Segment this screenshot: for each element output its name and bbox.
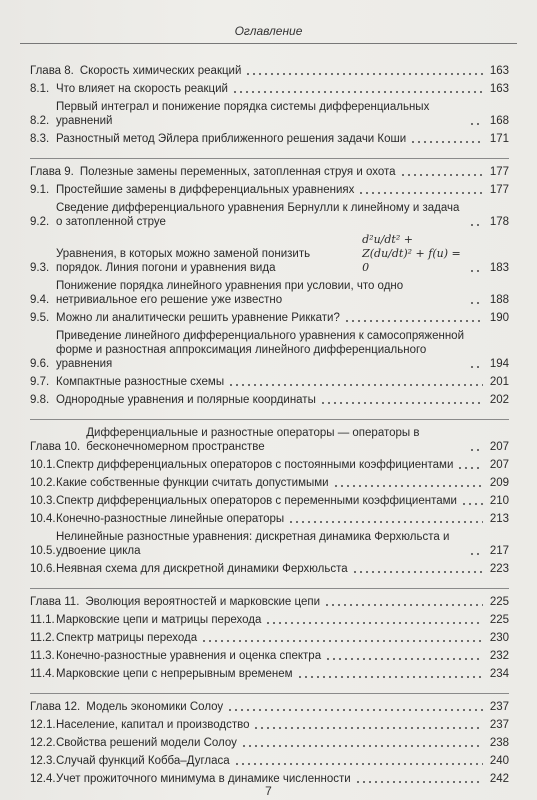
- section-title: [56, 512, 487, 526]
- section-number: 9.6.: [30, 358, 50, 370]
- title-text: Спектр матрицы перехода: [56, 632, 198, 644]
- title-text: Однородные уравнения и полярные координаты: [56, 394, 316, 406]
- title-text: Конечно-разностные линейные операторы: [56, 513, 285, 525]
- section-row[interactable]: [30, 201, 509, 229]
- title-text: Скорость химических реакций: [79, 65, 242, 77]
- title-text: Уравнения, в которых можно заменой понизить порядок. Линия погони и уравнения вида: [56, 248, 311, 274]
- section-number: 10.4.: [30, 513, 56, 525]
- title-text: Учет прожиточного минимума в динамике численности: [56, 773, 351, 785]
- dot-leader: [333, 478, 483, 488]
- page-reference: 168: [489, 115, 509, 127]
- section-title: [56, 458, 487, 472]
- section-title: [56, 201, 487, 229]
- section-title: [56, 375, 487, 389]
- chapter-block: [30, 64, 509, 146]
- dot-leader: [228, 377, 483, 387]
- section-row[interactable]: [30, 393, 509, 407]
- title-text: Спектр дифференциальных операторов с переменными коэффициентами: [56, 495, 457, 507]
- section-row[interactable]: [30, 476, 509, 490]
- title-text: Эволюция вероятностей и марковские цепи: [85, 596, 321, 608]
- section-row[interactable]: [30, 562, 509, 576]
- section-number: 9.3.: [30, 262, 50, 274]
- chapter-row[interactable]: [30, 595, 509, 609]
- section-number: 12.2.: [30, 737, 56, 749]
- title-text: Неявная схема для дискретной динамики Ферхюльста: [56, 563, 348, 575]
- section-title: [56, 562, 487, 576]
- title-text: Приведение линейного дифференциального уравнения к самосопряженной форме и разностная аппроксимация линейного дифференциального уравнения: [56, 330, 464, 370]
- section-number: 10.1.: [30, 459, 56, 471]
- page-reference: 202: [489, 394, 509, 406]
- dot-leader: [469, 116, 483, 126]
- section-number: 11.3.: [30, 650, 55, 662]
- title-text: Сведение дифференциального уравнения Бернулли к линейному и задача о затопленной струе: [56, 202, 460, 228]
- title-text: Первый интеграл и понижение порядка системы дифференциальных уравнений: [56, 101, 430, 127]
- dot-leader: [324, 597, 483, 607]
- section-row[interactable]: [30, 494, 509, 508]
- dot-leader: [461, 496, 483, 506]
- section-title: [56, 132, 487, 146]
- chapter-block: [30, 588, 509, 681]
- title-text: Марковские цепи и матрицы перехода: [56, 614, 262, 626]
- page-reference: 213: [489, 513, 509, 525]
- section-row[interactable]: [30, 233, 509, 275]
- page-reference: 201: [489, 376, 509, 388]
- page-reference: 178: [489, 216, 509, 228]
- chapter-row[interactable]: [30, 64, 509, 78]
- section-number: 9.7.: [30, 376, 50, 388]
- section-number: 12.3.: [30, 755, 56, 767]
- title-text: Модель экономики Солоу: [86, 701, 224, 713]
- chapter-row[interactable]: [30, 165, 509, 179]
- section-title: [56, 329, 487, 371]
- page-reference: 217: [489, 545, 509, 557]
- section-title: [56, 82, 487, 96]
- title-text: Случай функций Кобба–Дугласа: [56, 755, 230, 767]
- table-of-contents: [30, 64, 509, 798]
- section-row[interactable]: [30, 132, 509, 146]
- dot-leader: [227, 702, 483, 712]
- section-number: 9.4.: [30, 294, 50, 306]
- title-text: Свойства решений модели Солоу: [56, 737, 237, 749]
- title-text: Марковские цепи с непрерывным временем: [56, 668, 293, 680]
- chapter-block: [30, 419, 509, 576]
- section-title: [56, 631, 487, 645]
- page-reference: 183: [489, 262, 509, 274]
- page-reference: 240: [489, 755, 509, 767]
- chapter-title: [85, 595, 487, 609]
- chapter-block: [30, 693, 509, 786]
- dot-leader: [457, 460, 483, 470]
- title-text: Можно ли аналитически решить уравнение Риккати?: [56, 312, 340, 324]
- title-text: Полезные замены переменных, затопленная струя и охота: [79, 166, 396, 178]
- dot-leader: [297, 669, 483, 679]
- dot-leader: [344, 313, 483, 323]
- title-text: Население, капитал и производство: [56, 719, 250, 731]
- page-reference: 230: [489, 632, 509, 644]
- section-title: [56, 494, 487, 508]
- page-reference: 207: [489, 459, 509, 471]
- section-title: [56, 183, 487, 197]
- section-number: 11.1.: [30, 614, 55, 626]
- section-row[interactable]: [30, 649, 509, 663]
- dot-leader: [469, 546, 483, 556]
- dot-leader: [325, 651, 483, 661]
- page-reference: 209: [489, 477, 509, 489]
- page-reference: 210: [489, 495, 509, 507]
- page-reference: 177: [489, 184, 509, 196]
- page-reference: 225: [489, 614, 509, 626]
- dot-leader: [320, 395, 483, 405]
- section-row[interactable]: [30, 613, 509, 627]
- dot-leader: [265, 615, 483, 625]
- section-row[interactable]: [30, 458, 509, 472]
- page-reference: 237: [489, 719, 509, 731]
- title-text: Разностный метод Эйлера приближенного решения задачи Коши: [56, 133, 407, 145]
- page-reference: 232: [489, 650, 509, 662]
- section-number: 10.3.: [30, 495, 56, 507]
- dot-leader: [245, 66, 483, 76]
- section-row[interactable]: [30, 279, 509, 307]
- section-row[interactable]: [30, 329, 509, 371]
- page-reference: 194: [489, 358, 509, 370]
- chapter-number: Глава 10.: [30, 441, 81, 453]
- page-reference: 242: [489, 773, 509, 785]
- page-reference: 234: [489, 668, 509, 680]
- section-title: [56, 736, 487, 750]
- section-title: [56, 233, 487, 275]
- page-reference: 207: [489, 441, 509, 453]
- dot-leader: [234, 756, 483, 766]
- section-title: [56, 100, 487, 128]
- page-reference: 237: [489, 701, 509, 713]
- chapter-row[interactable]: [30, 426, 509, 454]
- section-number: 10.6.: [30, 563, 56, 575]
- chapter-title: [80, 64, 487, 78]
- dot-leader: [469, 359, 483, 369]
- page-number: 7: [265, 784, 272, 798]
- title-text: Дифференциальные и разностные операторы — операторы в бесконечномерном пространстве: [86, 427, 420, 453]
- section-number: 11.4.: [30, 668, 55, 680]
- section-number: 9.1.: [30, 184, 50, 196]
- page-reference: 177: [489, 166, 509, 178]
- title-text: Компактные разностные схемы: [56, 376, 225, 388]
- dot-leader: [201, 633, 483, 643]
- section-title: [56, 649, 487, 663]
- section-number: 9.8.: [30, 394, 50, 406]
- section-title: [56, 754, 487, 768]
- section-number: 10.5.: [30, 545, 56, 557]
- chapter-title: [86, 700, 487, 714]
- section-row[interactable]: [30, 631, 509, 645]
- section-title: [56, 311, 487, 325]
- dot-leader: [288, 514, 483, 524]
- dot-leader: [241, 738, 483, 748]
- section-row[interactable]: [30, 718, 509, 732]
- chapter-number: Глава 12.: [30, 701, 81, 713]
- section-row[interactable]: [30, 82, 509, 96]
- dot-leader: [410, 134, 483, 144]
- chapter-row[interactable]: [30, 700, 509, 714]
- title-text: Нелинейные разностные уравнения: дискретная динамика Ферхюльста и удвоение цикла: [56, 531, 450, 557]
- section-row[interactable]: [30, 311, 509, 325]
- chapter-title: [80, 165, 487, 179]
- section-title: [56, 718, 487, 732]
- dot-leader: [469, 295, 483, 305]
- section-row[interactable]: [30, 754, 509, 768]
- section-title: [56, 613, 487, 627]
- title-text: Конечно-разностные уравнения и оценка спектра: [56, 650, 322, 662]
- dot-leader: [469, 263, 483, 273]
- dot-leader: [469, 217, 483, 227]
- section-title: [56, 279, 487, 307]
- section-number: 10.2.: [30, 477, 56, 489]
- section-number: 8.3.: [30, 133, 50, 145]
- dot-leader: [352, 564, 483, 574]
- title-text: Спектр дифференциальных операторов с постоянными коэффициентами: [56, 459, 454, 471]
- section-number: 8.1.: [30, 83, 50, 95]
- title-text: Понижение порядка линейного уравнения при условии, что одно нетривиальное его решение уже известно: [56, 280, 404, 306]
- chapter-block: [30, 158, 509, 407]
- dot-leader: [253, 720, 483, 730]
- page-reference: 238: [489, 737, 509, 749]
- section-row[interactable]: [30, 512, 509, 526]
- chapter-number: Глава 11.: [30, 596, 80, 608]
- section-row[interactable]: [30, 183, 509, 197]
- section-title: [56, 530, 487, 558]
- header-divider: [20, 43, 517, 44]
- formula: d²u/dt² + Z(du/dt)² + f(u) = 0: [362, 233, 461, 274]
- page-reference: 171: [489, 133, 509, 145]
- section-title: [56, 393, 487, 407]
- section-row[interactable]: [30, 667, 509, 681]
- section-number: 12.4.: [30, 773, 56, 785]
- section-title: [56, 667, 487, 681]
- section-row[interactable]: [30, 736, 509, 750]
- section-row[interactable]: [30, 100, 509, 128]
- page-reference: 163: [489, 65, 509, 77]
- chapter-title: [86, 426, 487, 454]
- dot-leader: [358, 185, 483, 195]
- title-text: Простейшие замены в дифференциальных уравнениях: [56, 184, 355, 196]
- section-row[interactable]: [30, 375, 509, 389]
- page-reference: 223: [489, 563, 509, 575]
- page-reference: 190: [489, 312, 509, 324]
- page-header-title: Оглавление: [234, 24, 303, 38]
- chapter-number: Глава 8.: [30, 65, 74, 77]
- page-reference: 225: [489, 596, 509, 608]
- section-number: 9.5.: [30, 312, 50, 324]
- page-reference: 163: [489, 83, 509, 95]
- dot-leader: [355, 774, 483, 784]
- section-number: 9.2.: [30, 216, 50, 228]
- page-reference: 188: [489, 294, 509, 306]
- section-title: [56, 476, 487, 490]
- section-number: 12.1.: [30, 719, 56, 731]
- section-number: 11.2.: [30, 632, 55, 644]
- title-text: Какие собственные функции считать допустимыми: [56, 477, 329, 489]
- section-number: 8.2.: [30, 115, 50, 127]
- title-text: Что влияет на скорость реакций: [56, 83, 228, 95]
- dot-leader: [232, 84, 483, 94]
- dot-leader: [400, 167, 483, 177]
- chapter-number: Глава 9.: [30, 166, 74, 178]
- dot-leader: [469, 442, 483, 452]
- section-row[interactable]: [30, 530, 509, 558]
